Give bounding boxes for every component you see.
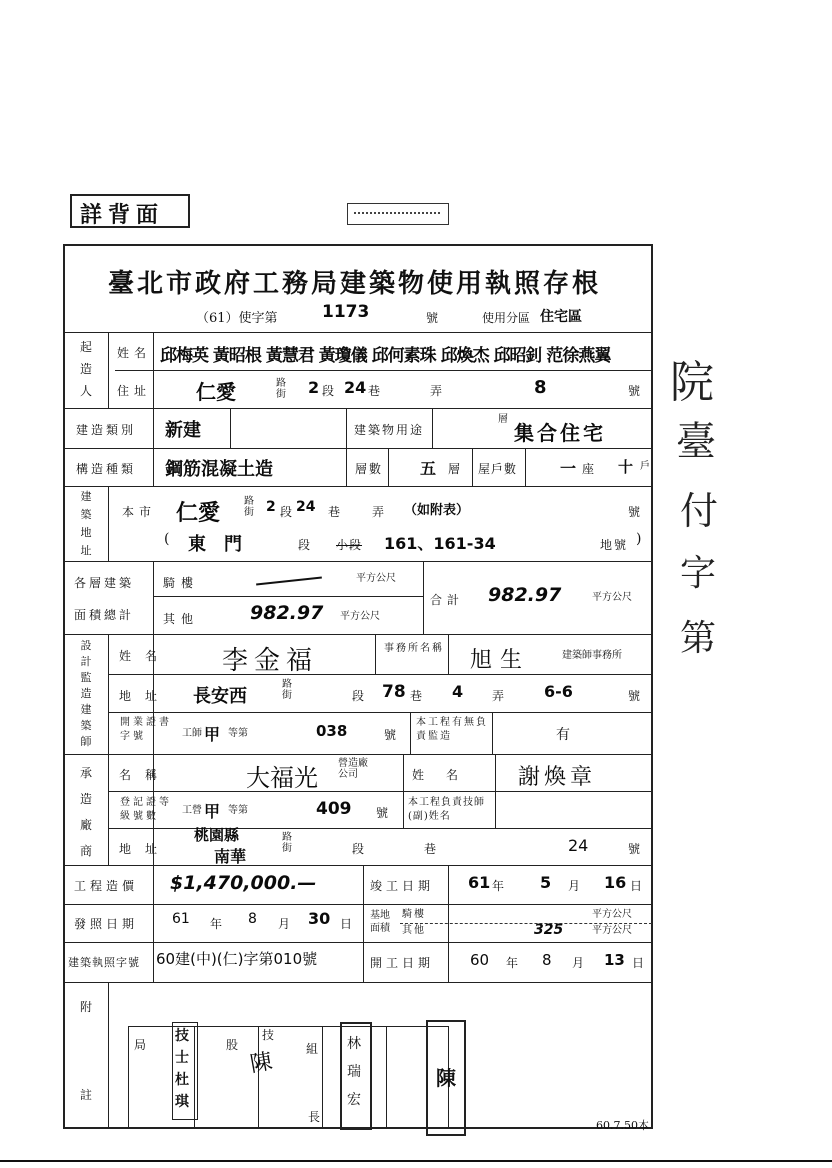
architect-cert-grade: 甲 xyxy=(204,725,221,744)
seal-technician xyxy=(172,1022,198,1120)
cost-label: 工程造價 xyxy=(74,879,139,893)
households-label: 屋戶數 xyxy=(478,462,518,476)
site-label-2: 築 xyxy=(80,508,92,521)
applicant-label-1: 起 xyxy=(79,340,92,354)
base-arcade-unit: 平方公尺 xyxy=(592,909,632,920)
issue-year: 61 xyxy=(172,911,190,927)
start-day-label: 日 xyxy=(632,956,650,970)
structure-value: 鋼筋混凝土造 xyxy=(165,459,273,480)
architect-section-label: 段 xyxy=(352,689,370,703)
contractor-engineer-label: 本工程負責技師(副)姓名 xyxy=(408,797,485,822)
building-use-label: 建築物用途 xyxy=(354,423,425,437)
print-code: 60.7.50本 xyxy=(596,1119,649,1132)
site-lot-label: 地號 xyxy=(600,538,629,552)
sign-label-tech: 技 xyxy=(262,1028,280,1042)
site-district: 仁愛 xyxy=(176,501,221,526)
permit-value: 60建(中)(仁)字第010號 xyxy=(156,950,318,968)
architect-name-label: 姓名 xyxy=(119,649,172,663)
margin-stamp-2: 臺 xyxy=(676,419,716,465)
applicant-label-2: 造 xyxy=(79,362,92,376)
site-lot-district: 東門 xyxy=(188,534,260,555)
architect-label-2: 計 xyxy=(80,655,92,668)
cost-value: $1,470,000.— xyxy=(170,872,317,894)
architect-name-value: 李金福 xyxy=(222,646,319,676)
architect-cert-label: 開業證書字號 xyxy=(120,717,172,742)
complete-label: 竣工日期 xyxy=(370,879,435,893)
margin-stamp-5: 第 xyxy=(680,618,717,659)
floors-unit: 層 xyxy=(448,462,466,476)
contractor-person-label: 姓名 xyxy=(412,768,481,782)
site-label-1: 建 xyxy=(80,490,92,503)
seal-technician-text: 技士杜琪 xyxy=(175,1028,189,1110)
architect-office-suffix: 建築師事務所 xyxy=(562,650,622,661)
contractor-number-label: 號 xyxy=(628,842,646,856)
issue-day-label: 日 xyxy=(340,917,358,931)
issue-year-label: 年 xyxy=(210,917,228,931)
margin-stamp-4: 字 xyxy=(680,553,717,594)
building-use-value: 集合住宅 xyxy=(514,421,606,445)
issue-day: 30 xyxy=(308,909,331,928)
architect-lane-label: 巷 xyxy=(410,689,428,703)
site-label-3: 地 xyxy=(80,526,92,539)
start-month: 8 xyxy=(542,951,552,969)
contractor-reg-label: 登記證等級號數 xyxy=(120,797,172,822)
architect-cert-number: 038 xyxy=(316,722,348,740)
area-arcade-unit: 平方公尺 xyxy=(356,573,396,584)
complete-year-label: 年 xyxy=(492,879,510,893)
zone-value: 住宅區 xyxy=(540,309,582,325)
architect-number-label: 號 xyxy=(628,689,646,703)
signature-2: 陳 xyxy=(248,1049,275,1078)
base-area-label: 基地面積 xyxy=(370,910,390,934)
architect-supervise-value: 有 xyxy=(556,727,570,743)
permit-label: 建築執照字號 xyxy=(68,956,140,969)
zone-label: 使用分區 xyxy=(482,311,531,325)
base-other-label: 其他 xyxy=(402,925,426,936)
issue-month-label: 月 xyxy=(278,917,296,931)
architect-label-5: 建 xyxy=(80,703,92,716)
complete-month-label: 月 xyxy=(568,879,586,893)
contractor-reg-number-label: 號 xyxy=(376,806,394,820)
start-year: 60 xyxy=(470,951,490,969)
area-other-label: 其他 xyxy=(163,612,200,626)
construction-type-label: 建造類別 xyxy=(76,423,137,437)
site-city-label: 本市 xyxy=(122,505,157,519)
start-day: 13 xyxy=(604,951,625,969)
households-value: 一 xyxy=(560,459,577,478)
architect-cert-prefix: 工師 xyxy=(182,728,202,739)
contractor-address-road: 南華 xyxy=(214,847,247,866)
sign-label-group: 組 xyxy=(306,1042,324,1056)
architect-label-1: 設 xyxy=(80,639,92,652)
floors-value: 五 xyxy=(420,459,437,478)
architect-address-lane: 78 xyxy=(382,682,406,702)
site-number-label: 號 xyxy=(628,505,646,519)
seal-chief xyxy=(426,1020,466,1136)
architect-address-road: 長安西 xyxy=(193,686,247,707)
contractor-reg-prefix: 工營 xyxy=(182,805,202,816)
contractor-label-4: 商 xyxy=(79,844,92,858)
area-total-unit: 平方公尺 xyxy=(592,592,632,603)
architect-cert-grade-label: 等第 xyxy=(228,728,248,739)
construction-type-value: 新建 xyxy=(165,420,201,441)
base-arcade-label: 騎樓 xyxy=(402,909,426,920)
site-lot-section-label: 段 xyxy=(298,538,316,552)
base-other-unit: 平方公尺 xyxy=(592,925,632,936)
issue-label: 發照日期 xyxy=(74,917,139,931)
applicant-names: 邱梅英 黃昭根 黃慧君 黃瓊儀 邱何素珠 邱煥杰 邱昭釗 范徐燕翼 xyxy=(160,346,611,366)
start-label: 開工日期 xyxy=(370,956,435,970)
architect-office-label: 事務所名稱 xyxy=(384,643,444,654)
sign-label-bureau: 局 xyxy=(134,1038,152,1052)
structure-label: 構造種類 xyxy=(76,462,137,476)
back-side-text: 詳背面 xyxy=(80,202,165,228)
applicant-number: 8 xyxy=(534,377,547,398)
contractor-label-2: 造 xyxy=(79,792,92,806)
seal-group-text: 林瑞宏 xyxy=(347,1036,361,1108)
contractor-person-value: 謝煥章 xyxy=(518,765,597,790)
seal-chief-text: 陳 xyxy=(436,1066,456,1090)
households-value-2: 十 xyxy=(618,458,634,476)
contractor-address-label: 地址 xyxy=(119,842,172,856)
area-other-unit: 平方公尺 xyxy=(340,611,380,622)
base-other-value: 325 xyxy=(534,922,564,938)
contractor-section-label: 段 xyxy=(352,842,370,856)
site-lane-label: 巷 xyxy=(328,505,346,519)
contractor-lane-label: 巷 xyxy=(424,842,442,856)
architect-office-value: 旭生 xyxy=(470,648,531,673)
applicant-name-label: 姓名 xyxy=(117,346,152,360)
site-road-label: 路街 xyxy=(244,496,254,518)
contractor-name-suffix: 營造廠公司 xyxy=(338,758,368,780)
seal-group xyxy=(340,1022,372,1130)
area-total-value: 982.97 xyxy=(488,584,562,606)
applicant-number-label: 號 xyxy=(628,384,646,398)
contractor-reg-number: 409 xyxy=(316,799,352,819)
site-section: 2 xyxy=(266,499,276,515)
applicant-alley-label: 弄 xyxy=(430,384,448,398)
site-section-label: 段 xyxy=(280,505,298,519)
architect-address-alley: 4 xyxy=(452,682,464,701)
complete-day: 16 xyxy=(604,873,627,892)
complete-day-label: 日 xyxy=(630,879,648,893)
sign-label-chief: 長 xyxy=(308,1110,326,1124)
site-lot-subsection-label: 小段 xyxy=(336,538,363,552)
applicant-section-label: 段 xyxy=(322,384,340,398)
applicant-label-3: 人 xyxy=(79,384,92,398)
area-label-a: 各層建築 xyxy=(74,576,135,590)
applicant-lane-label: 巷 xyxy=(368,384,386,398)
floors-label: 層數 xyxy=(355,462,384,476)
contractor-label-1: 承 xyxy=(79,766,92,780)
complete-year: 61 xyxy=(468,873,491,892)
contractor-name-value: 大福光 xyxy=(246,764,318,792)
site-lot-numbers: 161、161-34 xyxy=(384,534,496,553)
area-total-label: 合計 xyxy=(430,593,465,607)
notes-label-bottom: 註 xyxy=(80,1088,98,1102)
form-title: 臺北市政府工務局建築物使用執照存根 xyxy=(108,269,602,299)
back-side-label xyxy=(70,194,190,228)
contractor-address-number: 24 xyxy=(568,836,589,855)
applicant-section: 2 xyxy=(308,378,320,397)
building-use-floor-label: 層 xyxy=(498,414,508,425)
site-lane: 24 xyxy=(296,499,316,515)
architect-address-number: 6-6 xyxy=(544,682,573,701)
area-label-b: 面積總計 xyxy=(74,608,135,622)
contractor-name-label: 名稱 xyxy=(119,768,172,782)
page-bottom-edge xyxy=(0,1160,832,1162)
households-unit-2: 戶 xyxy=(640,461,650,472)
margin-stamp-3: 付 xyxy=(680,489,719,533)
applicant-address-label: 住址 xyxy=(117,384,152,398)
site-label-4: 址 xyxy=(80,544,92,557)
applicant-lane: 24 xyxy=(344,378,367,397)
contractor-road-label: 路街 xyxy=(282,832,292,854)
contractor-reg-grade-label: 等第 xyxy=(228,805,248,816)
architect-alley-label: 弄 xyxy=(492,689,510,703)
margin-stamp-1: 院 xyxy=(670,357,714,408)
start-year-label: 年 xyxy=(506,956,524,970)
area-other-value: 982.97 xyxy=(250,602,324,624)
contractor-label-3: 廠 xyxy=(79,818,92,832)
households-unit: 座 xyxy=(582,462,600,476)
architect-label-4: 造 xyxy=(80,687,92,700)
architect-address-label: 地址 xyxy=(119,689,172,703)
license-number: 1173 xyxy=(322,302,370,322)
start-month-label: 月 xyxy=(572,956,590,970)
architect-label-7: 師 xyxy=(80,735,92,748)
applicant-road-label: 路街 xyxy=(276,378,286,400)
notes-label-top: 附 xyxy=(80,1000,98,1014)
contractor-address-city: 桃園縣 xyxy=(194,826,240,844)
architect-label-3: 監 xyxy=(80,671,92,684)
applicant-district: 仁愛 xyxy=(196,380,236,404)
license-prefix: （61）使字第 xyxy=(196,311,278,326)
architect-supervise-label: 本工程有無負責監造 xyxy=(416,717,488,742)
contractor-reg-grade: 甲 xyxy=(204,802,221,821)
site-note: （如附表） xyxy=(404,503,470,518)
architect-cert-number-label: 號 xyxy=(384,728,402,742)
area-arcade-label: 騎樓 xyxy=(163,576,200,590)
complete-month: 5 xyxy=(540,873,552,892)
license-suffix: 號 xyxy=(426,311,439,325)
architect-label-6: 築 xyxy=(80,719,92,732)
top-stamp xyxy=(347,203,449,225)
issue-month: 8 xyxy=(248,911,257,927)
architect-road-label: 路街 xyxy=(282,679,292,701)
sign-label-section: 股 xyxy=(226,1038,244,1052)
site-alley-label: 弄 xyxy=(372,505,390,519)
